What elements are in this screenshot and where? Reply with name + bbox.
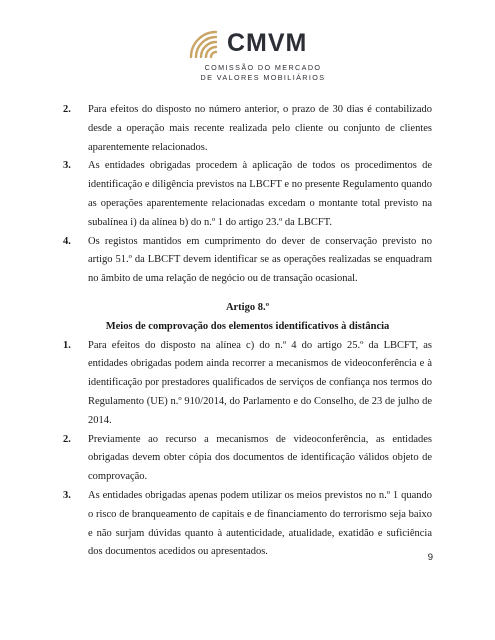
list-item <box>63 337 432 431</box>
article-title: Artigo 8.º <box>225 301 270 313</box>
item-number: 3. <box>63 489 71 501</box>
document-body <box>63 101 432 562</box>
item-number: 3. <box>63 160 71 172</box>
item-text: As entidades obrigadas procedem à aplicação de todos os procedimentos de identificação e diligência previstos na LBCFT e no presente Regulamento quando as operações aparentemente relacionadas excedam o montante total previsto na subalínea i) da alínea b) do n.º 1 do artigo 23.º da LBCFT. <box>88 160 432 228</box>
logo-subtitle-line2: DE VALORES MOBILIÁRIOS <box>200 73 326 82</box>
article-subtitle: Meios de comprovação dos elementos identificativos à distância <box>105 320 390 332</box>
cmvm-emblem-icon <box>187 28 225 58</box>
list-item <box>63 233 432 289</box>
item-number: 1. <box>63 339 71 351</box>
item-text: As entidades obrigadas apenas podem utilizar os meios previstos no n.º 1 quando o risco de branqueamento de capitais e de financiamento do terrorismo seja baixo e não surjam dúvidas quanto à autenticidade, atualidade, exatidão e suficiência dos documentos acedidos ou apresentados. <box>88 489 432 558</box>
item-text: Os registos mantidos em cumprimento do dever de conservação previsto no artigo 51.º da LBCFT devem identificar se as operações realizadas se enquadram no âmbito de uma relação de negócio ou de transação ocasional. <box>88 235 432 285</box>
item-text: Previamente ao recurso a mecanismos de videoconferência, as entidades obrigadas devem obter cópia dos documentos de identificação válidos objeto de comprovação. <box>88 433 432 483</box>
list-item <box>63 431 432 487</box>
item-text: Para efeitos do disposto na alínea c) do n.º 4 do artigo 25.º da LBCFT, as entidades obrigadas podem ainda recorrer a mecanismos de videoconferência e à identificação por prestadores qualificados de serviços de confiança nos termos do Regulamento (UE) n.º 910/2014, do Parlamento e do Conselho, de 23 de julho de 2014. <box>88 339 432 426</box>
list-item <box>63 487 432 562</box>
item-number: 2. <box>63 433 71 445</box>
item-number: 2. <box>63 104 71 115</box>
logo-wordmark: CMVM <box>227 29 308 57</box>
list-item <box>63 157 432 232</box>
logo-subtitle-line1: COMISSÃO DO MERCADO <box>204 63 322 72</box>
list-item <box>63 101 432 157</box>
cmvm-logo <box>187 26 327 88</box>
item-text: Para efeitos do disposto no número anterior, o prazo de 30 dias é contabilizado desde a operação mais recente realizada pelo cliente ou conjunto de clientes aparentemente relacionados. <box>88 104 432 153</box>
item-number: 4. <box>63 235 71 247</box>
page-number: 9 <box>427 552 433 563</box>
